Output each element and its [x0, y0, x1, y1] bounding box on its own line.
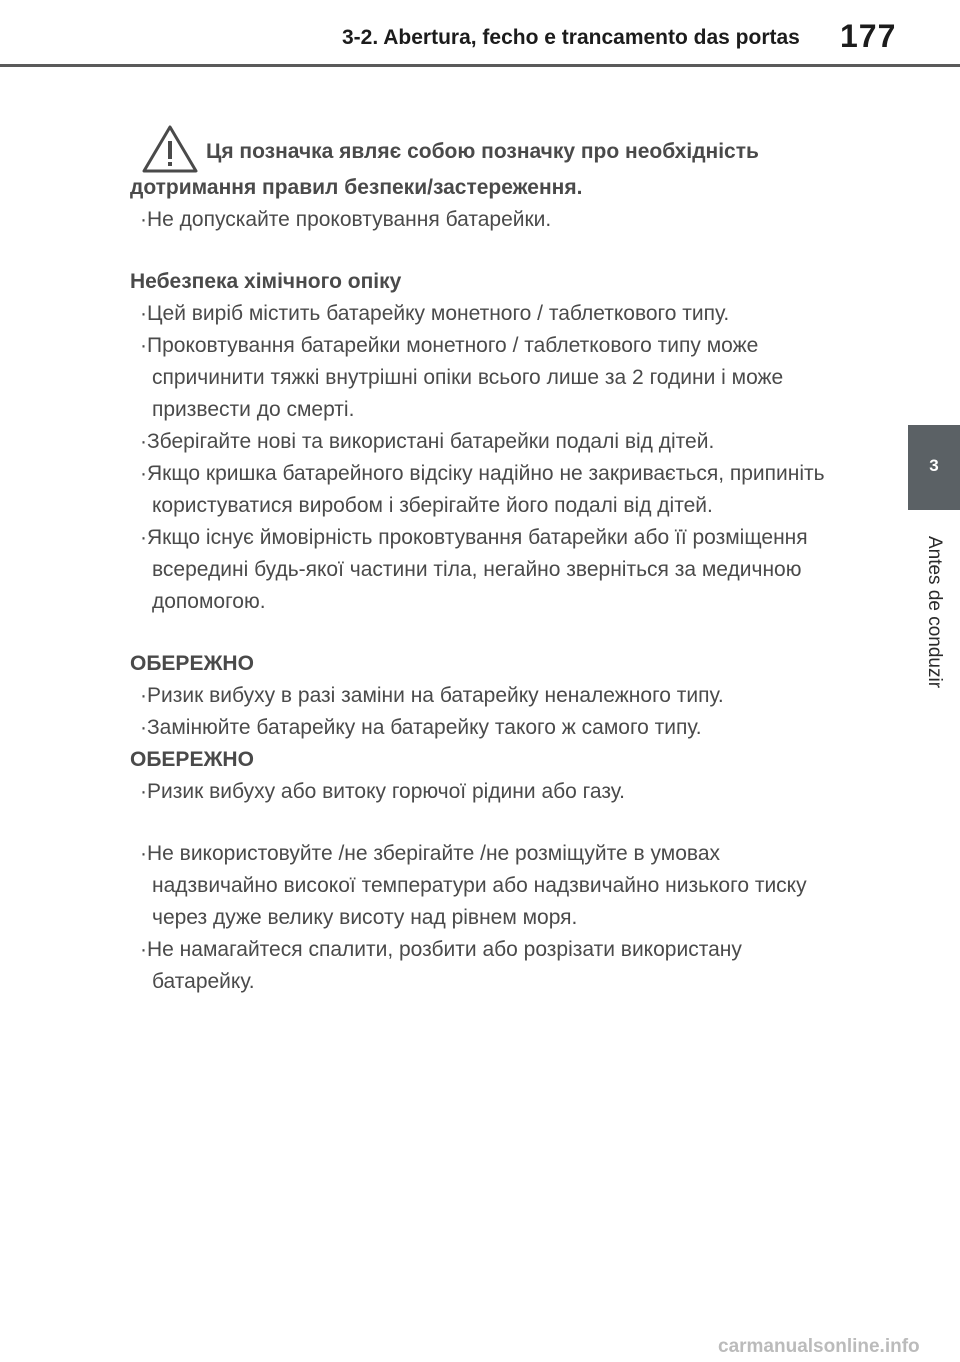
chem-burn-heading: Небезпека хімічного опіку	[130, 270, 402, 293]
list-item: ·Якщо кришка батарейного відсіку надійно не закривається, припиніть користуватися виробом і зберігайте його подалі від дітей.	[140, 462, 825, 517]
header-rule	[0, 64, 960, 67]
list-item: ·Ризик вибуху або витоку горючої рідини або газу.	[140, 780, 625, 803]
list-item: ·Ризик вибуху в разі заміни на батарейку неналежного типу.	[140, 684, 724, 707]
caution-heading: ОБЕРЕЖНО	[130, 652, 254, 675]
list-item: ·Замінюйте батарейку на батарейку такого ж самого типу.	[140, 716, 702, 739]
list-item: ·Не допускайте проковтування батарейки.	[140, 208, 552, 231]
list-item: ·Не використовуйте /не зберігайте /не розміщуйте в умовах надзвичайно високої температури або надзвичайно низького тиску через дуже велику висоту над рівнем моря.	[140, 842, 807, 929]
watermark: carmanualsonline.info	[718, 1336, 920, 1357]
warning-header	[130, 138, 830, 170]
list-item: ·Зберігайте нові та використані батарейки подалі від дітей.	[140, 430, 715, 453]
list-item: ·Проковтування батарейки монетного / таблеткового типу може спричинити тяжкі внутрішні опіки всього лише за 2 години і може призвести до смерті.	[140, 334, 784, 421]
warning-line-1: Ця позначка являє собою позначку про необхідність	[206, 140, 759, 163]
warning-triangle-icon	[141, 124, 199, 174]
chapter-tab	[908, 425, 960, 510]
manual-content	[130, 138, 830, 998]
page-number: 177	[840, 18, 897, 54]
chapter-number: 3	[929, 456, 939, 475]
warning-line-2: дотримання правил безпеки/застереження.	[130, 176, 583, 199]
list-item: ·Не намагайтеся спалити, розбити або розрізати використану батарейку.	[140, 938, 742, 993]
list-item: ·Якщо існує ймовірність проковтування батарейки або її розміщення всередині будь-якої частини тіла, негайно зверніться за медичною допомогою.	[140, 526, 808, 613]
page-header	[0, 0, 960, 70]
chapter-label: Antes de conduzir	[924, 535, 945, 689]
caution-heading: ОБЕРЕЖНО	[130, 748, 254, 771]
list-item: ·Цей виріб містить батарейку монетного / таблеткового типу.	[140, 302, 730, 325]
section-title: 3-2. Abertura, fecho e trancamento das portas	[342, 26, 800, 49]
